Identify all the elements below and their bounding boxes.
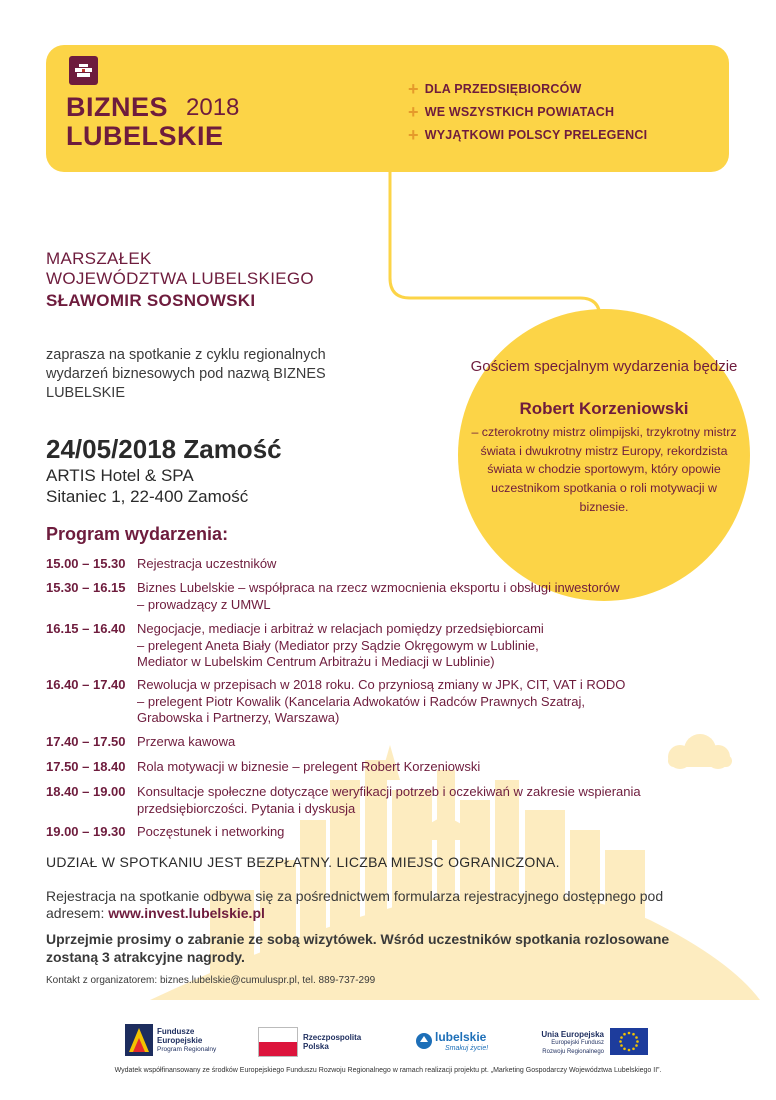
program-title: Program wydarzenia: (46, 524, 229, 544)
contact-info: Kontakt z organizatorem: biznes.lubelskie@cumuluspr.pl, tel. 889-737-299 (46, 975, 376, 986)
event-date-place: 24/05/2018 Zamość (46, 434, 282, 464)
program-desc: Poczęstunek i networking (137, 824, 285, 839)
unia-europejska-logo (536, 1030, 604, 1057)
logo-text: Fundusze (157, 1027, 195, 1036)
program-desc: Rola motywacji w biznesie – prelegent Robert Korzeniowski (137, 759, 481, 774)
fundusze-europejskie-logo (157, 1027, 216, 1054)
brand-year: 2018 (186, 94, 240, 121)
event-address: Sitaniec 1, 22-400 Zamość (46, 487, 249, 506)
logo-text: Rzeczpospolita (303, 1033, 362, 1042)
program-time: 18.40 – 19.00 (46, 784, 126, 799)
feature-label: WE WSZYSTKICH POWIATACH (424, 105, 615, 119)
program-desc: Przerwa kawowa (137, 734, 236, 749)
event-venue: ARTIS Hotel & SPA (46, 466, 194, 485)
logo-text: Program Regionalny (157, 1046, 217, 1053)
program-desc: Konsultacje społeczne dotyczące weryfikacji potrzeb i oczekiwań w zakresie wspierania przedsiębiorczości. Pytania i dyskusja (137, 784, 641, 816)
program-time: 16.15 – 16.40 (46, 621, 126, 636)
registration-text: Rejestracja na spotkanie odbywa się za pośrednictwem formularza rejestracyjnego dostępnego pod adresem: (46, 888, 664, 921)
program-desc: Biznes Lubelskie – współpraca na rzecz wzmocnienia eksportu i obsługi inwestorów – prowadzący z UMWL (137, 580, 620, 612)
logo-text: Rozwoju Regionalnego (542, 1049, 604, 1055)
program-time: 19.00 – 19.30 (46, 824, 126, 839)
feature-label: DLA PRZEDSIĘBIORCÓW (424, 82, 582, 96)
guest-intro: Gościem specjalnym wydarzenia będzie (470, 358, 738, 375)
host-name: SŁAWOMIR SOSNOWSKI (46, 291, 256, 310)
feature-label: WYJĄTKOWI POLSCY PRELEGENCI (424, 128, 648, 142)
participation-note: UDZIAŁ W SPOTKANIU JEST BEZPŁATNY. LICZBA MIEJSC OGRANICZONA. (46, 854, 560, 870)
fundusze-europejskie-icon (125, 1024, 153, 1056)
program-desc: Rewolucja w przepisach w 2018 roku. Co przyniosą zmiany w JPK, CIT, VAT i RODO – prelegent Piotr Kowalik (Kancelaria Adwokatów i Radców Prawnych Szatraj, Grabowska i Partnerzy, Warszawa) (137, 677, 626, 725)
lubelskie-logo (415, 1028, 495, 1058)
guest-name: Robert Korzeniowski (519, 399, 689, 418)
plus-icon: + (408, 125, 419, 145)
logo-text: Unia Europejska (541, 1030, 604, 1039)
footer-note: Wydatek współfinansowany ze środków Europejskiego Funduszu Rozwoju Regionalnego w ramach realizacji projektu pt. „Marketing Gospodarczy Województwa Lubelskiego II”. (114, 1067, 662, 1074)
program-desc: Rejestracja uczestników (137, 556, 277, 571)
invitation-text: zaprasza na spotkanie z cyklu regionalnych wydarzeń biznesowych pod nazwą BIZNES LUBELSKIE (46, 347, 326, 401)
registration-note (46, 888, 686, 922)
rzeczpospolita-logo (303, 1033, 361, 1051)
program-time: 17.40 – 17.50 (46, 734, 126, 749)
program-desc: Negocjacje, mediacje i arbitraż w relacjach pomiędzy przedsiębiorcami – prelegent Aneta Biały (Mediator przy Sądzie Okręgowym w Lublinie, Mediator w Lubelskim Centrum Arbitrażu i Mediacji w Lublinie) (137, 621, 544, 669)
eu-flag-icon (610, 1028, 648, 1055)
lubelskie-tagline: Smakuj życie! (445, 1045, 489, 1052)
logo-text: Europejski Fundusz (551, 1040, 604, 1046)
lubelskie-icon (415, 1032, 433, 1050)
brand-name-line1: BIZNES (66, 92, 169, 122)
host-title-line2: WOJEWÓDZTWA LUBELSKIEGO (46, 269, 314, 288)
program-time: 17.50 – 18.40 (46, 759, 126, 774)
guest-description: – czterokrotny mistrz olimpijski, trzykrotny mistrz świata i dwukrotny mistrz Europy, rekordzista świata w chodzie sportowym, który opowie uczestnikom spotkania o roli motywacji w biznesie. (471, 425, 737, 514)
registration-link[interactable]: www.invest.lubelskie.pl (108, 905, 265, 921)
plus-icon: + (408, 79, 419, 99)
program-time: 15.30 – 16.15 (46, 580, 126, 595)
polish-flag-icon (258, 1027, 298, 1057)
program-time: 15.00 – 15.30 (46, 556, 126, 571)
brand-name-line2: LUBELSKIE (66, 121, 224, 151)
logo-text: Polska (303, 1042, 329, 1051)
logo-text: Europejskie (157, 1036, 203, 1045)
business-cards-note: Uprzejmie prosimy o zabranie ze sobą wizytówek. Wśród uczestników spotkania rozlosowane zostaną 3 atrakcyjne nagrody. (46, 931, 670, 965)
lubelskie-name: lubelskie (435, 1030, 487, 1044)
plus-icon: + (408, 102, 419, 122)
host-title-line1: MARSZAŁEK (46, 249, 152, 268)
program-time: 16.40 – 17.40 (46, 677, 126, 692)
